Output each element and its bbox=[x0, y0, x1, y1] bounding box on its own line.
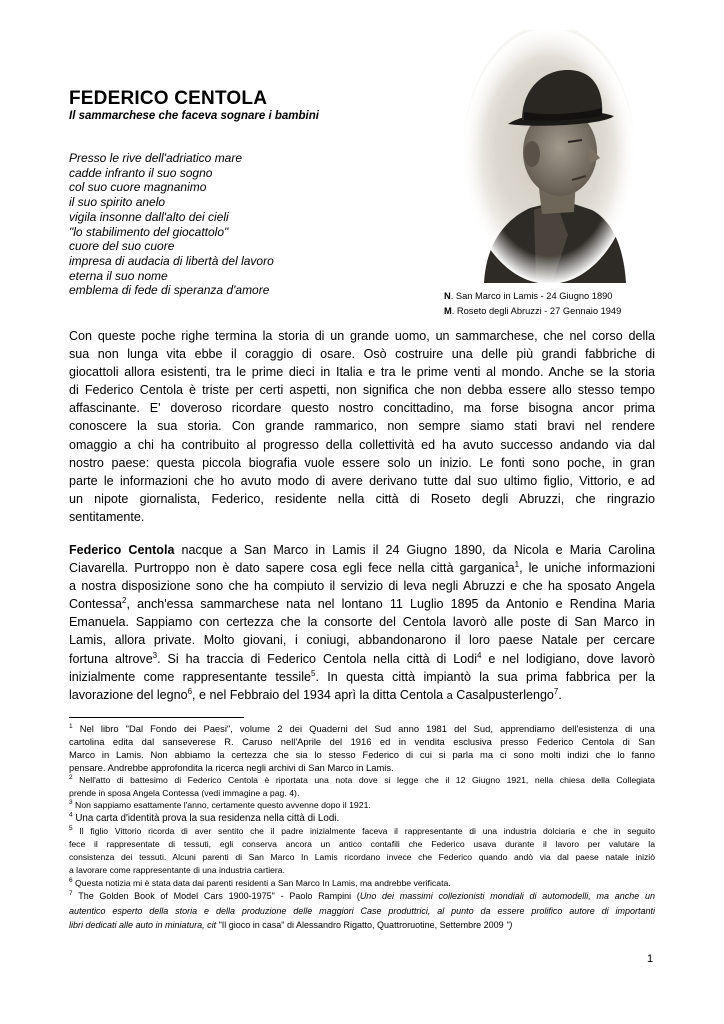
poem-line: cuore del suo cuore bbox=[69, 239, 175, 254]
text-run: Non sappiamo esattamente l'anno, certamente questo avvenne dopo il 1921. bbox=[72, 800, 371, 810]
text-run: fortuna altrove bbox=[69, 651, 153, 666]
photo-caption bbox=[444, 289, 621, 318]
text-run: The Golden Book of Model Cars 1900-1975" - Paolo Rampini ( bbox=[72, 891, 360, 902]
footnote-line bbox=[69, 877, 655, 890]
footnote-line bbox=[69, 825, 655, 838]
footnote-number: 4 bbox=[69, 811, 73, 819]
footnote-ref-2[interactable]: 2 bbox=[122, 596, 127, 606]
death-label: M bbox=[444, 305, 452, 316]
page-number: 1 bbox=[647, 953, 654, 965]
document-title: FEDERICO CENTOLA bbox=[69, 88, 268, 109]
paragraph-line bbox=[69, 595, 655, 613]
text-run: , le uniche informazioni bbox=[519, 561, 655, 576]
footnote-line: consistenza dei tessuti. Alcuni parenti di San Marco In Lamis ricordano invece che Federico quando andò via dal paese natale iniziò bbox=[69, 851, 655, 862]
paragraph-line bbox=[69, 541, 655, 559]
text-run: autentico esperto della storia e della produzione delle maggiori Case produttrici, al punto da essere prolifico autore di importanti bbox=[69, 905, 655, 916]
paragraph-intro bbox=[69, 327, 655, 526]
poem bbox=[69, 151, 369, 298]
footnote-number: 6 bbox=[69, 876, 73, 884]
footnote-number: 1 bbox=[69, 722, 73, 730]
footnote-line: cartolina edita dal sanseverese R. Caruso nell'Aprile del 1916 ed in vendita esclusiva presso Federico Centola di San bbox=[69, 736, 655, 747]
footnote-number: 2 bbox=[69, 774, 73, 782]
footnote-number: 3 bbox=[69, 799, 73, 807]
poem-line: Presso le rive dell'adriatico mare bbox=[69, 151, 243, 165]
paragraph-line: a nostra disposizione sono che ha compiuto il servizio di leva negli Abruzzi e che ha sposato Angela bbox=[69, 579, 655, 594]
text-run: Casalpusterlengo bbox=[452, 687, 554, 702]
text-run: nacque a San Marco in Lamis il 24 Giugno 1890, da Nicola e Maria Carolina bbox=[174, 543, 655, 557]
text-run: Una carta d'identità prova la sua residenza nella città di Lodi. bbox=[72, 812, 340, 824]
footnote-separator bbox=[69, 717, 244, 718]
document-subtitle: Il sammarchese che faceva sognare i bambini bbox=[69, 110, 319, 122]
poem-line: emblema di fede di speranza d'amore bbox=[69, 283, 270, 298]
text-run: . bbox=[558, 687, 562, 702]
footnote-ref-5[interactable]: 5 bbox=[310, 668, 316, 678]
text-run: lavorazione del legno bbox=[69, 687, 188, 702]
paragraph-biography bbox=[69, 541, 655, 704]
footnotes bbox=[69, 722, 655, 933]
paragraph-line: Emanuela. Sappiamo con certezza che la consorte del Centola lavorò alle poste di San Marco in bbox=[69, 615, 655, 630]
paragraph-line: Lamis, allora private. Molto giovani, i coniugi, abbandonarono il loro paese Natale per cercare bbox=[69, 633, 655, 648]
paragraph-line: omaggio a chi ha contribuito al progresso della collettività ed ha avuto successo andando via dal bbox=[69, 437, 655, 452]
footnote-6 bbox=[69, 877, 655, 890]
paragraph-line: nostro paese: questa piccola biografia vuole essere solo un inizio. Le fonti sono poche, in gran bbox=[69, 455, 655, 470]
footnote-line bbox=[69, 812, 655, 826]
text-run: inizialmente come rappresentante tessile bbox=[69, 669, 311, 684]
text-run: Nel libro "Dal Fondo dei Paesi", volume 2 dei Quaderni del Sud anno 1981 del Sud, apprendiamo dell'esistenza di una bbox=[72, 723, 655, 734]
footnote-7 bbox=[69, 889, 655, 933]
paragraph-line: affascinante. E' doveroso ricordare questo nostro concittadino, ma forse bisogna ancor prima bbox=[69, 401, 655, 416]
footnote-ref-1[interactable]: 1 bbox=[514, 559, 520, 569]
text-run: , anch'essa sammarchese nata nel lontano 11 Luglio 1895 da Antonio e Rendina Maria bbox=[126, 597, 655, 612]
paragraph-line: parte le informazioni che ho avuto modo di avere derivano tutte dal suo ultimo figlio, Vittorio, e ad bbox=[69, 473, 655, 488]
poem-line: "lo stabilimento del giocattolo" bbox=[69, 224, 229, 239]
paragraph-line bbox=[69, 559, 655, 577]
birth-text: . San Marco in Lamis - 24 Giugno 1890 bbox=[450, 291, 613, 301]
footnote-number: 5 bbox=[69, 825, 73, 833]
footnote-3 bbox=[69, 799, 655, 812]
footnote-2 bbox=[69, 774, 655, 799]
footnote-line: pensare. Andrebbe approfondita la ricerca negli archivi di San Marco in Lamis. bbox=[69, 762, 394, 773]
poem-line: eterna il suo nome bbox=[69, 268, 168, 283]
footnote-number: 7 bbox=[69, 890, 73, 898]
text-run: Contessa bbox=[69, 597, 123, 612]
footnote-ref-4[interactable]: 4 bbox=[476, 650, 482, 660]
poem-line: col suo cuore magnanimo bbox=[69, 180, 207, 195]
birth-caption bbox=[444, 289, 621, 304]
text-run: a bbox=[446, 689, 453, 702]
text-run: . Si ha traccia di Federico Centola nella città di Lodi bbox=[157, 651, 477, 666]
footnote-ref-3[interactable]: 3 bbox=[152, 650, 158, 660]
text-run: Uno dei massimi collezionisti mondiali di automodelli, ma anche un bbox=[359, 891, 655, 902]
paragraph-line: Con queste poche righe termina la storia di un grande uomo, un sammarchese, che nel corso della bbox=[69, 329, 655, 343]
person-name: Federico Centola bbox=[69, 543, 175, 557]
death-caption bbox=[444, 304, 621, 319]
paragraph-line bbox=[69, 650, 655, 668]
footnote-line bbox=[69, 904, 655, 919]
text-run: , e nel Febbraio del 1934 aprì la ditta Centola bbox=[192, 687, 447, 702]
birth-label: N bbox=[444, 291, 451, 301]
poem-line: vigila insonne dall'alto dei cieli bbox=[69, 209, 229, 224]
footnote-line: a lavorare come rappresentante di una industria cartiera. bbox=[69, 864, 285, 875]
text-run: . In questa città impiantò la sua prima fabbrica per la bbox=[315, 669, 655, 684]
footnote-ref-6[interactable]: 6 bbox=[187, 686, 193, 696]
text-run: libri dedicati alle auto in miniatura, cit bbox=[69, 920, 217, 931]
footnote-line bbox=[69, 889, 655, 904]
footnote-4 bbox=[69, 812, 655, 826]
footnote-line bbox=[69, 722, 655, 735]
paragraph-line: di Federico Centola è triste per certi aspetti, non significa che non debba essere allo stesso tempo bbox=[69, 383, 655, 398]
footnote-line bbox=[69, 774, 655, 787]
paragraph-line bbox=[69, 668, 655, 686]
text-run: Nell'atto di battesimo di Federico Centola è riportata una nota dove si legge che il 12 Giugno 1921, nella chiesa della Collegiata bbox=[72, 775, 655, 785]
footnote-line: Marco in Lamis. Non abbiamo la certezza che sia lo stesso Federico di cui si parla ma ci sono molti indizi che lo fanno bbox=[69, 749, 655, 760]
footnote-line: prende in sposa Angela Contessa (vedi immagine a pag. 4). bbox=[69, 787, 300, 798]
text-run: ") bbox=[506, 920, 513, 931]
footnote-line bbox=[69, 918, 655, 933]
footnote-line: fece il rappresentate di tessuti, egli conserva ancora un antico contafili che Federico usava durante il lavoro per valutare la bbox=[69, 838, 655, 849]
paragraph-line: sua non lunga vita ebbe il coraggio di osare. Osò costruire una delle più grandi fabbriche di bbox=[69, 347, 655, 362]
poem-line: cadde infranto il suo sogno bbox=[69, 165, 213, 180]
portrait-photo bbox=[464, 30, 634, 283]
paragraph-line bbox=[69, 686, 655, 704]
footnote-ref-7[interactable]: 7 bbox=[553, 686, 559, 696]
text-run: Ciavarella. Purtroppo non è dato sapere cosa egli fece nella città garganica bbox=[69, 561, 515, 576]
paragraph-line: un nipote giornalista, Federico, residente nella città di Roseto degli Abruzzi, che ringrazio bbox=[69, 491, 655, 506]
footnote-line bbox=[69, 799, 655, 812]
text-run: e nel lodigiano, dove lavorò bbox=[481, 651, 655, 666]
text-run: Questa notizia mi è stata data dai parenti residenti a San Marco In Lamis, ma andrebbe verificata. bbox=[72, 877, 451, 888]
paragraph-line: conoscere la sua storia. Con grande rammarico, non sempre siamo stati bravi nel rendere bbox=[69, 419, 655, 434]
poem-line: il suo spirito anelo bbox=[69, 195, 166, 210]
footnote-5 bbox=[69, 825, 655, 877]
paragraph-line: sentitamente. bbox=[69, 509, 145, 524]
death-text: . Roseto degli Abruzzi - 27 Gennaio 1949 bbox=[451, 305, 622, 316]
poem-line: impresa di audacia di libertà del lavoro bbox=[69, 253, 274, 268]
paragraph-line: giocattoli allora esistenti, tra le prime dieci in Italia e tra le prime venti al mondo. Anche se la storia bbox=[69, 365, 655, 380]
footnote-1 bbox=[69, 722, 655, 774]
text-run: Il figlio Vittorio ricorda di aver sentito che il padre inizialmente faceva il rappresentante di una industria dolciaria e che in seguito bbox=[72, 826, 655, 836]
text-run: "Il gioco in casa" di Alessandro Rigatto, Quattroruotine, Settembre 2009 bbox=[216, 920, 507, 931]
